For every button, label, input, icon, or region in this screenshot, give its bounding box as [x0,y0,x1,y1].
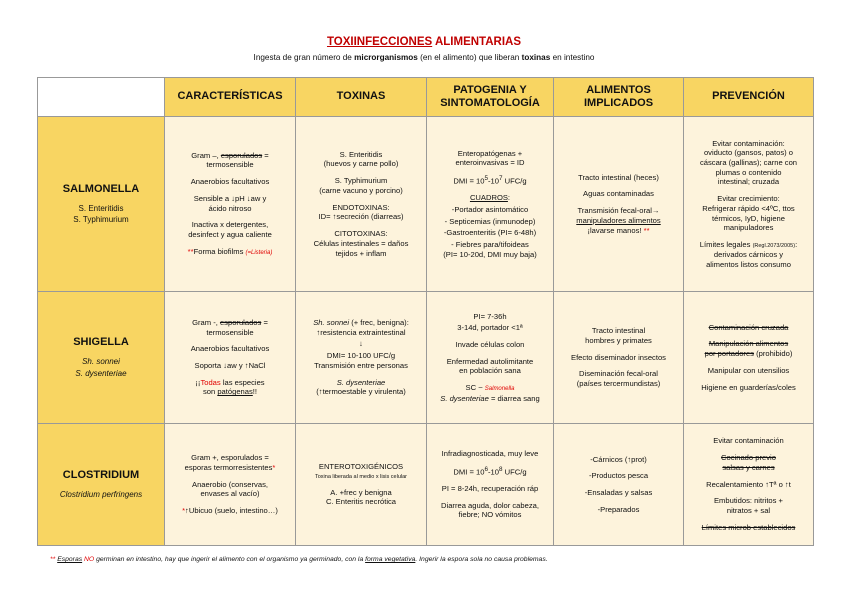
sal-pre-p1: Evitar contaminación: [712,138,785,148]
subtitle-a: Ingesta de gran número de [253,53,355,62]
shi-tox-l1: (+ frec, benigna): [349,317,409,327]
clo-pat-l5: fiebre; NO vómitos [458,510,522,520]
sal-ali-a5-ast: ** [643,225,650,235]
sal-pat-dmi-a: DMI = 10 [453,176,485,186]
clo-car-l5-ast: * [182,506,186,516]
row-shigella [38,292,814,424]
clo-pat-dmi-b: -10 [487,467,499,477]
shigella-sub2: S. dysenteriae [75,368,127,378]
clo-pat-dmi-e1: 6 [484,465,488,473]
sal-pre-p10-end: : [795,240,798,249]
clo-pre-p3: salsas y carnes [722,462,775,472]
salmonella-toxinas [296,117,427,292]
col-header-patogenia [427,78,554,117]
clo-ali-a1: -Cárnicos (↑prot) [590,454,647,464]
sal-pat-c3: -Gastroenteritis (PI= 6-48h) [443,228,537,238]
subtitle-d: toxinas [521,53,551,62]
clostridium-toxinas [296,424,427,546]
shigella-caracteristicas [165,292,296,424]
shi-tox-l2: ↑resistencia extraintestinal [316,327,406,337]
patogenia-line1: PATOGENIA Y [453,83,527,96]
sal-pat-dmi [431,175,549,186]
shi-tox-l6: (↑termoestable y virulenta) [316,387,406,397]
clo-pre-p4: Recalentamiento ↑Tª o ↑t [706,479,791,489]
footnote-no: NO [84,556,95,563]
title-part1: TOXIINFECCIONES [326,36,433,48]
subtitle-c: (en el alimento) que liberan [417,53,522,62]
sal-tox-endo1: ENDOTOXINAS: [332,202,390,212]
footnote-ast: ** [50,556,58,563]
shi-car-esporulados: esporulados [219,317,262,327]
shi-car-gram: Gram -, [192,317,220,327]
sal-tox-endo2: ID= ↑secreción (diarreas) [318,212,404,222]
row-header-salmonella [38,117,165,292]
clo-car-l3: Anaerobio (conservas, [192,479,268,489]
sal-car-anaer: Anaerobios facultativos [190,177,270,187]
sal-pre-p7: Refrigerar rápido <4ºC, ttos [702,203,795,213]
sal-pat-dmi-c: UFC/g [502,176,527,186]
col-header-toxinas: TOXINAS [296,78,427,117]
clo-pre-p2: Cocinado previo [721,453,776,463]
sal-pat-c4: - Fiebres para/tifoideas [451,240,529,250]
shi-pat-sc-red: Salmonella [484,386,515,393]
sal-pat-colon: : [507,193,511,203]
clo-tox-l2: Toxina liberada al medio x lisis celular [314,473,407,480]
clo-car-l4: envases al vacío) [200,489,260,499]
sal-car-inact2: desinfect y agua caliente [188,229,272,239]
sal-car-gram2: = [262,150,269,160]
sal-pat-dmi-e2: 7 [498,174,503,182]
sal-pat-l2: enteroinvasivas = ID [455,158,525,168]
shigella-patogenia [427,292,554,424]
footnote-forma: forma vegetativa [365,556,416,563]
clo-pat-l3: PI = 8-24h, recuperación ráp [441,483,539,493]
header-row [38,78,814,117]
sal-car-gram: Gram –, [191,150,221,160]
clo-pre-p7: Límites microb establecidos [701,522,796,532]
shi-pre-p5: Higiene en guarderías/coles [701,382,796,392]
sal-tox-cito1: CITOTOXINAS: [334,229,388,239]
sal-pre-p6: Evitar crecimiento: [717,194,780,204]
shi-pat-l5: en población sana [459,366,521,376]
shi-car-anaer: Anaerobios facultativos [190,344,270,354]
sal-pat-c5: (PI= 10-20d, DMI muy baja) [443,249,537,259]
shi-car-termo: termosensible [206,327,254,337]
shi-pat-l7-it: S. dysenteriae [440,393,489,403]
shigella-name: SHIGELLA [73,336,129,349]
shi-pat-l4: Enfermedad autolimitante [446,356,534,366]
clo-ali-a4: -Preparados [597,504,640,514]
shi-pat-l2: 3-14d, portador <1ª [457,323,523,333]
shi-pre-p3: por portadores [704,349,754,359]
shi-ali-a5: (países tercermundistas) [576,379,661,389]
sal-pat-dmi-b: -10 [487,176,499,186]
row-clostridium [38,424,814,546]
patogenia-line2: SINTOMATOLOGÍA [440,97,540,109]
clostridium-name: CLOSTRIDIUM [62,468,140,481]
shi-car-sop: Soporta ↓aw y ↑NaCl [194,361,266,370]
shi-car-todas: Todas [200,377,221,387]
shi-car-pat: patógenas [217,387,253,397]
salmonella-sub2: S. Typhimurium [73,215,129,224]
shi-ali-a1: Tracto intestinal [591,326,646,336]
shi-pre-p4: Manipular con utensilios [707,365,790,375]
salmonella-alimentos [554,117,684,292]
sal-car-inact1: Inactiva x detergentes, [191,220,269,230]
sal-pre-p2: oviducto (gansos, patos) o [703,148,794,158]
sal-pat-dmi-e1: 5 [484,174,488,182]
clo-pat-dmi-a: DMI = 10 [453,467,485,477]
sal-ali-a3: Transmisión fecal-oral→ [577,206,660,216]
clostridium-patogenia [427,424,554,546]
sal-pre-p12: alimentos listos consumo [706,259,791,269]
sal-car-sens2: ácido nitroso [208,203,252,213]
col-header-alimentos [554,78,684,117]
sal-ali-a1: Tracto intestinal (heces) [578,172,659,182]
shigella-sub1: Sh. sonnei [82,357,120,367]
clostridium-sub1: Clostridium perfringens [59,489,143,499]
shi-pat-l7: = diarrea sang [488,393,540,403]
clo-pat-dmi-c: UFC/g [502,467,527,477]
clo-ali-a3: -Ensaladas y salsas [584,488,653,497]
clo-ali-a2: -Productos pesca [588,471,649,481]
sal-car-termo: termosensible [206,160,254,170]
sal-pre-p9: manipuladores [723,223,774,233]
shi-pat-l1: PI= 7-36h [473,311,507,321]
sal-car-bio-ast: ** [187,246,194,256]
sal-pat-cuadros: CUADROS [469,193,508,203]
footnote [50,556,548,563]
col-header-prevencion: PREVENCIÓN [684,78,814,117]
sal-pre-p10: Límites legales [699,240,753,249]
row-header-clostridium [38,424,165,546]
clo-tox-l3: A. +frec y benigna [330,487,392,497]
sal-car-esporulados: esporulados [220,150,263,160]
footnote-t1: germinan en intestino, hay que ingerir el alimento con el organismo ya germinado, con la [94,556,366,563]
salmonella-prevencion [684,117,814,292]
sal-pat-c1: -Portador asintomático [451,204,529,214]
sal-pat-c2: - Septicemias (inmunodep) [444,216,536,226]
sal-pat-l1: Enteropatógenas + [457,148,523,158]
sal-pre-p4: plumas o contenido [715,167,782,177]
salmonella-patogenia [427,117,554,292]
sal-pre-p10-ref: (Regl.2073/2005) [752,243,796,249]
sal-car-sens1: Sensible a ↓pH ↓aw y [193,193,267,203]
page-subtitle [0,53,848,62]
clostridium-prevencion [684,424,814,546]
shi-ali-a3: Efecto diseminador insectos [571,352,666,362]
clo-car-l1: Gram +, esporulados = [191,453,269,463]
shi-pre-p3b: (prohibido) [753,349,793,359]
col-header-caracteristicas: CARACTERÍSTICAS [165,78,296,117]
clo-tox-l1: ENTEROTOXIGÉNICOS [318,461,404,471]
toxiinfecciones-table [37,77,814,546]
sal-ali-a2: Aguas contaminadas [583,189,654,199]
page-title [0,36,848,48]
clo-pre-p5: Embutidos: nitritos + [713,496,783,506]
clo-pat-l4: Diarrea aguda, dolor cabeza, [441,500,539,510]
footnote-t2: . Ingerir la espora sola no causa problemas. [415,556,548,563]
sal-pre-p11: derivados cárnicos y [713,250,784,260]
clo-pat-dmi-e2: 8 [498,465,503,473]
shi-car-excl: !! [252,387,258,397]
footnote-esporas: Esporas [57,556,83,563]
clostridium-alimentos [554,424,684,546]
shigella-prevencion [684,292,814,424]
shi-tox-l5: S. dysenteriae [336,377,386,387]
sal-pre-p5: intestinal; cruzada [717,177,780,187]
row-header-shigella [38,292,165,424]
clo-pat-dmi [431,466,549,477]
alimentos-line1: ALIMENTOS [586,83,651,96]
clo-car-l2-ast: * [272,462,276,472]
shi-pat-l3: Invade células colon [455,339,525,349]
shi-car-todas-post: las especies [220,377,265,387]
sal-tox-cito2: Células intestinales = daños [313,238,409,248]
shi-car-son: son [202,387,218,397]
salmonella-caracteristicas [165,117,296,292]
sal-tox-ent2: (huevos y carne pollo) [323,159,399,169]
shi-pat-sc: SC ~ [465,383,485,393]
subtitle-e: en intestino [550,53,595,62]
shi-car-gram2: = [261,317,268,327]
shi-pre-p1: Contaminación cruzada [708,322,789,332]
sal-ali-a5: ¡lavarse manos! [587,225,644,235]
shigella-alimentos [554,292,684,424]
clo-pat-l1: Infradiagnosticada, muy leve [441,448,539,458]
shi-tox-l3: DMI= 10-100 UFC/g [326,351,396,361]
clo-car-l5: ↑Ubicuo (suelo, intestino…) [185,506,278,516]
clo-car-l2: esporas termorresistentes [184,462,273,472]
shigella-toxinas [296,292,427,424]
clo-tox-l4: C. Enteritis necrótica [325,497,397,507]
sal-tox-cito3: tejidos + inflam [335,248,387,258]
shi-tox-l1-it: Sh. sonnei [313,317,350,327]
sal-ali-a4: manipuladores alimentos [576,215,661,225]
salmonella-name: SALMONELLA [62,182,140,195]
shi-pre-p2: Manipulación alimentos [708,339,789,349]
sal-pre-p3: cáscara (gallinas); carne con [699,157,798,167]
sal-car-bio: Forma biofilms [193,246,246,256]
alimentos-line2: IMPLICADOS [583,97,654,109]
corner-cell [38,78,165,117]
sal-pre-p8: térmicos, IyD, higiene [711,213,785,223]
title-part2: ALIMENTARIAS [432,36,522,48]
sal-car-bio-note: (=Listeria) [245,249,273,256]
clo-pre-p6: nitratos + sal [726,506,771,516]
shi-tox-l4: Transmisión entre personas [314,360,408,370]
shi-car-todas-pre: ¡¡ [195,377,201,387]
clostridium-caracteristicas [165,424,296,546]
sal-tox-typ1: S. Typhimurium [334,176,388,186]
row-salmonella [38,117,814,292]
sal-tox-typ2: (carne vacuno y porcino) [319,185,403,195]
shi-tox-arrow: ↓ [359,339,363,349]
sal-tox-ent1: S. Enteritidis [339,149,383,159]
subtitle-b: microrganismos [354,53,418,62]
salmonella-sub1: S. Enteritidis [78,203,124,213]
shi-ali-a4: Diseminación fecal-oral [579,369,658,379]
shi-ali-a2: hombres y primates [585,335,652,345]
clo-pre-p1: Evitar contaminación [713,436,784,446]
